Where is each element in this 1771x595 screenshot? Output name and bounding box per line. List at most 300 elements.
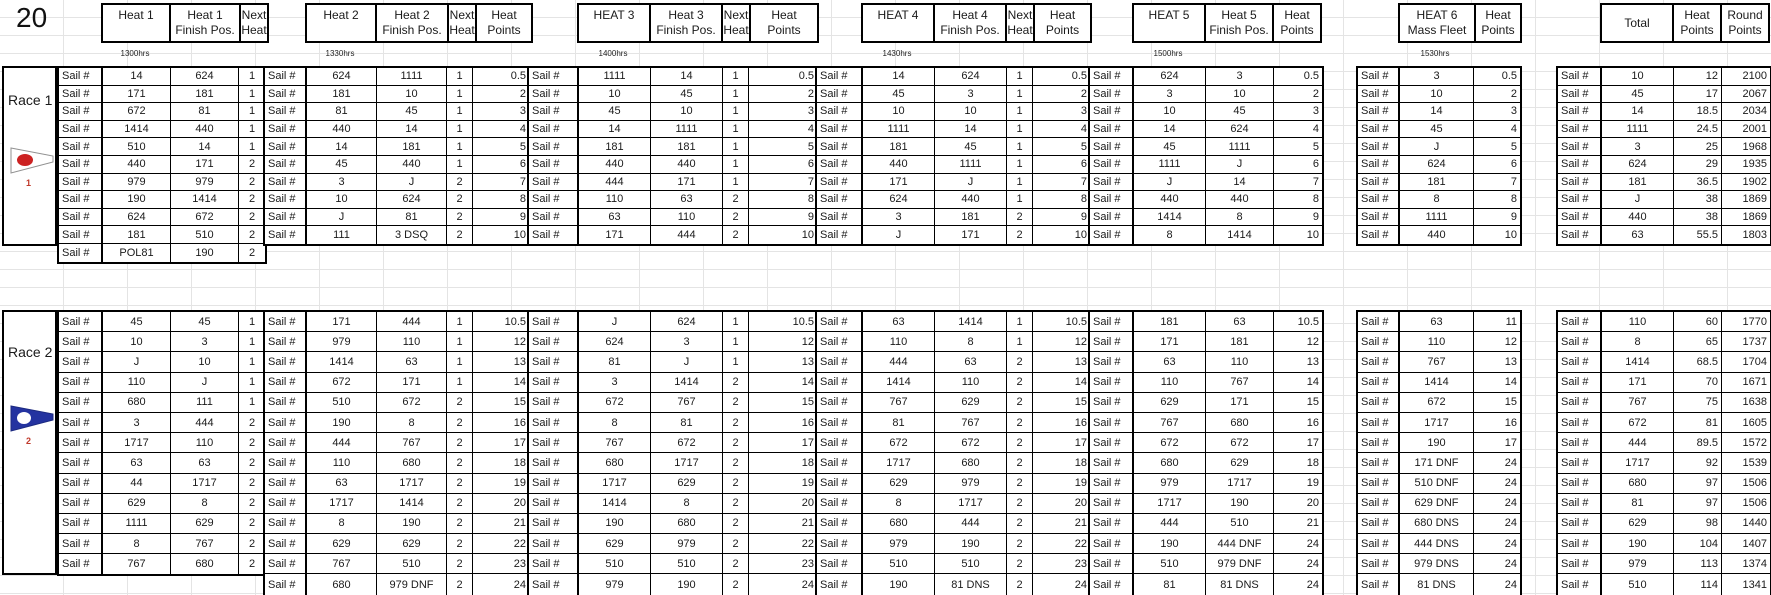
race2-heat2-row4-col4-cell[interactable]: 14 (473, 373, 529, 393)
heat2-title-cell[interactable] (305, 3, 377, 43)
race2-total-row14-col3-cell[interactable]: 1341 (1722, 574, 1770, 594)
race2-heat1-row2-sail-label-cell[interactable]: Sail # (59, 332, 103, 352)
race1-heat1-row1-col1-cell[interactable]: 14 (103, 68, 171, 86)
race1-heat1-row6-col3-cell[interactable]: 2 (239, 156, 265, 174)
race2-heat1-row5-sail-label-cell[interactable]: Sail # (59, 393, 103, 413)
race2-heat1-row9-sail-label-cell[interactable]: Sail # (59, 474, 103, 494)
race1-heat6-row1-col1-cell[interactable]: 3 (1400, 68, 1474, 86)
race1-heat4-row1-col4-cell[interactable]: 0.5 (1033, 68, 1090, 86)
race1-heat5-row8-col1-cell[interactable]: 440 (1134, 191, 1206, 209)
race1-heat6-row6-sail-label-cell[interactable]: Sail # (1358, 156, 1400, 174)
race2-total-row11-col3-cell[interactable]: 1440 (1722, 514, 1770, 534)
race1-heat5-row4-col3-cell[interactable]: 4 (1274, 121, 1322, 139)
race2-heat6-row13-sail-label-cell[interactable]: Sail # (1358, 554, 1400, 574)
race2-heat3-row11-sail-label-cell[interactable]: Sail # (529, 514, 579, 534)
race2-heat2-row14-sail-label-cell[interactable]: Sail # (265, 574, 307, 594)
race2-total-row11-col2-cell[interactable]: 98 (1674, 514, 1722, 534)
race2-total-row6-col3-cell[interactable]: 1605 (1722, 413, 1770, 433)
race2-heat6-row10-col2-cell[interactable]: 24 (1474, 494, 1520, 514)
race1-heat1-row6-sail-label-cell[interactable]: Sail # (59, 156, 103, 174)
race2-heat4-row6-col3-cell[interactable]: 2 (1007, 413, 1033, 433)
race1-heat1-row5-sail-label-cell[interactable]: Sail # (59, 138, 103, 156)
race2-total-row2-col3-cell[interactable]: 1737 (1722, 332, 1770, 352)
race2-heat6-row5-col2-cell[interactable]: 15 (1474, 393, 1520, 413)
race2-heat6-row8-col1-cell[interactable]: 171 DNF (1400, 453, 1474, 473)
race2-heat3-row6-col3-cell[interactable]: 2 (723, 413, 749, 433)
race2-heat5-row9-sail-label-cell[interactable]: Sail # (1090, 474, 1134, 494)
race2-heat1-row1-col1-cell[interactable]: 45 (103, 312, 171, 332)
race2-heat2-row9-col3-cell[interactable]: 2 (447, 474, 473, 494)
race1-heat2-row9-col1-cell[interactable]: J (307, 209, 377, 227)
race1-heat1-row10-col3-cell[interactable]: 2 (239, 226, 265, 244)
race2-heat3-row11-col1-cell[interactable]: 190 (579, 514, 651, 534)
race2-heat4-row14-col1-cell[interactable]: 190 (863, 574, 935, 594)
race2-total-row1-col3-cell[interactable]: 1770 (1722, 312, 1770, 332)
race1-heat5-row2-sail-label-cell[interactable]: Sail # (1090, 86, 1134, 104)
heat4-title-cell[interactable] (861, 3, 935, 43)
race2-heat4-row14-col2-cell[interactable]: 81 DNS (935, 574, 1007, 594)
race2-total-row1-col2-cell[interactable]: 60 (1674, 312, 1722, 332)
race1-heat4-row9-col3-cell[interactable]: 2 (1007, 209, 1033, 227)
race1-heat1-row1-col2-cell[interactable]: 624 (171, 68, 239, 86)
race2-heat1-row6-col1-cell[interactable]: 3 (103, 413, 171, 433)
race2-heat6-row1-col2-cell[interactable]: 11 (1474, 312, 1520, 332)
race1-heat4-row8-col4-cell[interactable]: 8 (1033, 191, 1090, 209)
race1-heat6-row8-col2-cell[interactable]: 8 (1474, 191, 1520, 209)
race2-heat3-row1-col4-cell[interactable]: 10.5 (749, 312, 817, 332)
race1-heat5-row9-col1-cell[interactable]: 1414 (1134, 209, 1206, 227)
race2-total-row3-col1-cell[interactable]: 1414 (1602, 352, 1674, 372)
race1-heat6-row7-sail-label-cell[interactable]: Sail # (1358, 174, 1400, 192)
race2-heat3-row7-sail-label-cell[interactable]: Sail # (529, 433, 579, 453)
race1-heat1-row5-col1-cell[interactable]: 510 (103, 138, 171, 156)
race1-heat1-row9-col3-cell[interactable]: 2 (239, 209, 265, 227)
race2-heat5-row3-col2-cell[interactable]: 110 (1206, 352, 1274, 372)
race2-total-row10-col1-cell[interactable]: 81 (1602, 494, 1674, 514)
race1-heat2-row6-col2-cell[interactable]: 440 (377, 156, 447, 174)
race1-heat2-row4-col4-cell[interactable]: 4 (473, 121, 529, 139)
race2-heat4-row6-col4-cell[interactable]: 16 (1033, 413, 1090, 433)
race2-heat1-row13-sail-label-cell[interactable]: Sail # (59, 554, 103, 574)
race2-heat2-row1-col3-cell[interactable]: 1 (447, 312, 473, 332)
race1-heat5-row4-col1-cell[interactable]: 14 (1134, 121, 1206, 139)
race2-heat4-row11-col3-cell[interactable]: 2 (1007, 514, 1033, 534)
race1-heat5-row9-col2-cell[interactable]: 8 (1206, 209, 1274, 227)
race2-total-row3-col2-cell[interactable]: 68.5 (1674, 352, 1722, 372)
race2-heat1-row8-col1-cell[interactable]: 63 (103, 453, 171, 473)
race1-heat3-row7-col4-cell[interactable]: 7 (749, 174, 817, 192)
race1-heat3-row3-col1-cell[interactable]: 45 (579, 103, 651, 121)
race2-heat5-row8-col1-cell[interactable]: 680 (1134, 453, 1206, 473)
heat3-finish-cell[interactable] (649, 3, 723, 43)
race1-heat4-row10-col4-cell[interactable]: 10 (1033, 226, 1090, 244)
race2-heat2-row10-col1-cell[interactable]: 1717 (307, 494, 377, 514)
race1-heat3-row2-col3-cell[interactable]: 1 (723, 86, 749, 104)
race1-heat5-row9-sail-label-cell[interactable]: Sail # (1090, 209, 1134, 227)
race2-total-row4-sail-label-cell[interactable]: Sail # (1558, 373, 1602, 393)
race1-heat4-row1-col3-cell[interactable]: 1 (1007, 68, 1033, 86)
race2-heat6-row2-col1-cell[interactable]: 110 (1400, 332, 1474, 352)
race1-heat4-row6-col2-cell[interactable]: 1111 (935, 156, 1007, 174)
race2-heat4-row13-col2-cell[interactable]: 510 (935, 554, 1007, 574)
race2-heat2-row8-col3-cell[interactable]: 2 (447, 453, 473, 473)
race2-heat4-row14-sail-label-cell[interactable]: Sail # (817, 574, 863, 594)
race2-total-row8-col3-cell[interactable]: 1539 (1722, 453, 1770, 473)
race1-heat1-row7-sail-label-cell[interactable]: Sail # (59, 174, 103, 192)
race1-heat2-row8-sail-label-cell[interactable]: Sail # (265, 191, 307, 209)
race1-heat3-row5-col2-cell[interactable]: 181 (651, 138, 723, 156)
heat2-finish-cell[interactable] (375, 3, 449, 43)
race1-heat6-row5-col1-cell[interactable]: J (1400, 138, 1474, 156)
race2-heat4-row6-col1-cell[interactable]: 81 (863, 413, 935, 433)
race1-total-row9-col1-cell[interactable]: 440 (1602, 209, 1674, 227)
race1-heat3-row8-sail-label-cell[interactable]: Sail # (529, 191, 579, 209)
race2-heat5-row14-sail-label-cell[interactable]: Sail # (1090, 574, 1134, 594)
race1-heat6-row4-col1-cell[interactable]: 45 (1400, 121, 1474, 139)
race2-heat2-row9-col2-cell[interactable]: 1717 (377, 474, 447, 494)
race1-total-row6-col3-cell[interactable]: 1935 (1722, 156, 1770, 174)
race1-heat2-row8-col4-cell[interactable]: 8 (473, 191, 529, 209)
race1-heat2-row6-col1-cell[interactable]: 45 (307, 156, 377, 174)
race1-total-row9-col2-cell[interactable]: 38 (1674, 209, 1722, 227)
race2-heat5-row9-col2-cell[interactable]: 1717 (1206, 474, 1274, 494)
race1-total-row5-col3-cell[interactable]: 1968 (1722, 138, 1770, 156)
race1-heat1-row3-sail-label-cell[interactable]: Sail # (59, 103, 103, 121)
race1-heat6-row6-col1-cell[interactable]: 624 (1400, 156, 1474, 174)
race1-heat3-row4-col1-cell[interactable]: 14 (579, 121, 651, 139)
race2-heat2-row10-sail-label-cell[interactable]: Sail # (265, 494, 307, 514)
race1-heat5-row8-col3-cell[interactable]: 8 (1274, 191, 1322, 209)
race1-heat5-row10-col3-cell[interactable]: 10 (1274, 226, 1322, 244)
race2-heat4-row6-sail-label-cell[interactable]: Sail # (817, 413, 863, 433)
race2-heat1-row7-col3-cell[interactable]: 2 (239, 433, 265, 453)
race2-heat1-row4-col2-cell[interactable]: J (171, 373, 239, 393)
race1-heat1-row1-sail-label-cell[interactable]: Sail # (59, 68, 103, 86)
race1-heat1-row9-sail-label-cell[interactable]: Sail # (59, 209, 103, 227)
race2-heat2-row14-col2-cell[interactable]: 979 DNF (377, 574, 447, 594)
race2-heat1-row11-col1-cell[interactable]: 1111 (103, 514, 171, 534)
race2-heat3-row7-col2-cell[interactable]: 672 (651, 433, 723, 453)
race1-heat3-row1-col3-cell[interactable]: 1 (723, 68, 749, 86)
race2-heat1-row9-col1-cell[interactable]: 44 (103, 474, 171, 494)
race2-total-row14-col1-cell[interactable]: 510 (1602, 574, 1674, 594)
race1-total-row9-col3-cell[interactable]: 1869 (1722, 209, 1770, 227)
race1-heat1-row8-col2-cell[interactable]: 1414 (171, 191, 239, 209)
race2-heat5-row10-col1-cell[interactable]: 1717 (1134, 494, 1206, 514)
race1-heat3-row9-col2-cell[interactable]: 110 (651, 209, 723, 227)
race1-heat3-row7-col1-cell[interactable]: 444 (579, 174, 651, 192)
race2-heat1-row3-col1-cell[interactable]: J (103, 352, 171, 372)
race2-heat3-row4-col1-cell[interactable]: 3 (579, 373, 651, 393)
race1-heat3-row2-col4-cell[interactable]: 2 (749, 86, 817, 104)
race2-heat3-row6-col1-cell[interactable]: 8 (579, 413, 651, 433)
race2-heat4-row7-col3-cell[interactable]: 2 (1007, 433, 1033, 453)
race1-total-row8-col3-cell[interactable]: 1869 (1722, 191, 1770, 209)
race2-heat2-row2-sail-label-cell[interactable]: Sail # (265, 332, 307, 352)
race1-total-row2-col1-cell[interactable]: 45 (1602, 86, 1674, 104)
race2-heat1-row8-col3-cell[interactable]: 2 (239, 453, 265, 473)
race2-total-row7-col1-cell[interactable]: 444 (1602, 433, 1674, 453)
race1-heat4-row7-col1-cell[interactable]: 171 (863, 174, 935, 192)
race2-heat3-row5-col1-cell[interactable]: 672 (579, 393, 651, 413)
race2-heat2-row2-col1-cell[interactable]: 979 (307, 332, 377, 352)
race2-heat3-row9-col3-cell[interactable]: 2 (723, 474, 749, 494)
race1-heat6-row9-sail-label-cell[interactable]: Sail # (1358, 209, 1400, 227)
race1-heat5-row8-sail-label-cell[interactable]: Sail # (1090, 191, 1134, 209)
race2-heat2-row5-col2-cell[interactable]: 672 (377, 393, 447, 413)
race2-total-row5-sail-label-cell[interactable]: Sail # (1558, 393, 1602, 413)
race2-heat3-row4-col4-cell[interactable]: 14 (749, 373, 817, 393)
heat3-points-cell[interactable] (749, 3, 819, 43)
race1-heat3-row7-sail-label-cell[interactable]: Sail # (529, 174, 579, 192)
race1-total-row2-col3-cell[interactable]: 2067 (1722, 86, 1770, 104)
race1-heat1-row3-col2-cell[interactable]: 81 (171, 103, 239, 121)
race2-heat5-row5-col3-cell[interactable]: 15 (1274, 393, 1322, 413)
race1-heat3-row10-col3-cell[interactable]: 2 (723, 226, 749, 244)
race2-total-row13-col1-cell[interactable]: 979 (1602, 554, 1674, 574)
race2-heat5-row6-col2-cell[interactable]: 680 (1206, 413, 1274, 433)
race2-heat3-row10-col2-cell[interactable]: 8 (651, 494, 723, 514)
race2-heat1-row10-sail-label-cell[interactable]: Sail # (59, 494, 103, 514)
race2-heat1-row4-sail-label-cell[interactable]: Sail # (59, 373, 103, 393)
race1-heat3-row8-col1-cell[interactable]: 110 (579, 191, 651, 209)
race2-total-row13-sail-label-cell[interactable]: Sail # (1558, 554, 1602, 574)
race2-heat3-row2-col3-cell[interactable]: 1 (723, 332, 749, 352)
race2-heat5-row8-sail-label-cell[interactable]: Sail # (1090, 453, 1134, 473)
race2-heat4-row10-col4-cell[interactable]: 20 (1033, 494, 1090, 514)
race2-heat5-row14-col1-cell[interactable]: 81 (1134, 574, 1206, 594)
race2-heat4-row11-col2-cell[interactable]: 444 (935, 514, 1007, 534)
race2-heat6-row4-col2-cell[interactable]: 14 (1474, 373, 1520, 393)
race2-heat6-row9-col1-cell[interactable]: 510 DNF (1400, 474, 1474, 494)
race1-heat4-row7-col4-cell[interactable]: 7 (1033, 174, 1090, 192)
race2-heat2-row12-col2-cell[interactable]: 629 (377, 534, 447, 554)
race2-heat5-row6-sail-label-cell[interactable]: Sail # (1090, 413, 1134, 433)
race1-heat5-row1-col2-cell[interactable]: 3 (1206, 68, 1274, 86)
race2-heat2-row5-col1-cell[interactable]: 510 (307, 393, 377, 413)
race2-heat3-row14-col1-cell[interactable]: 979 (579, 574, 651, 594)
race2-heat3-row5-col2-cell[interactable]: 767 (651, 393, 723, 413)
race2-total-row11-col1-cell[interactable]: 629 (1602, 514, 1674, 534)
race2-heat3-row10-col3-cell[interactable]: 2 (723, 494, 749, 514)
race1-heat3-row5-col4-cell[interactable]: 5 (749, 138, 817, 156)
race1-heat3-row2-sail-label-cell[interactable]: Sail # (529, 86, 579, 104)
race1-heat3-row4-col2-cell[interactable]: 1111 (651, 121, 723, 139)
race2-heat6-row4-col1-cell[interactable]: 1414 (1400, 373, 1474, 393)
race1-heat4-row6-sail-label-cell[interactable]: Sail # (817, 156, 863, 174)
race2-heat2-row4-col2-cell[interactable]: 171 (377, 373, 447, 393)
race1-heat6-row2-col2-cell[interactable]: 2 (1474, 86, 1520, 104)
race2-heat1-row7-col2-cell[interactable]: 110 (171, 433, 239, 453)
race1-heat3-row4-col4-cell[interactable]: 4 (749, 121, 817, 139)
heat2-points-cell[interactable] (475, 3, 533, 43)
race2-heat2-row7-col3-cell[interactable]: 2 (447, 433, 473, 453)
race1-heat4-row10-col2-cell[interactable]: 171 (935, 226, 1007, 244)
race1-total-row6-sail-label-cell[interactable]: Sail # (1558, 156, 1602, 174)
race2-heat5-row12-sail-label-cell[interactable]: Sail # (1090, 534, 1134, 554)
race2-heat2-row12-col1-cell[interactable]: 629 (307, 534, 377, 554)
race1-total-row1-col1-cell[interactable]: 10 (1602, 68, 1674, 86)
race2-heat4-row8-sail-label-cell[interactable]: Sail # (817, 453, 863, 473)
race1-heat1-row2-col1-cell[interactable]: 171 (103, 86, 171, 104)
race2-heat3-row3-col3-cell[interactable]: 1 (723, 352, 749, 372)
race1-heat5-row10-sail-label-cell[interactable]: Sail # (1090, 226, 1134, 244)
race1-heat2-row4-sail-label-cell[interactable]: Sail # (265, 121, 307, 139)
race2-heat6-row13-col2-cell[interactable]: 24 (1474, 554, 1520, 574)
race1-heat4-row9-sail-label-cell[interactable]: Sail # (817, 209, 863, 227)
race2-heat6-row13-col1-cell[interactable]: 979 DNS (1400, 554, 1474, 574)
race2-heat2-row14-col1-cell[interactable]: 680 (307, 574, 377, 594)
race2-heat2-row10-col4-cell[interactable]: 20 (473, 494, 529, 514)
race2-total-row1-col1-cell[interactable]: 110 (1602, 312, 1674, 332)
race2-heat6-row1-col1-cell[interactable]: 63 (1400, 312, 1474, 332)
race2-heat2-row3-col4-cell[interactable]: 13 (473, 352, 529, 372)
race2-heat1-row6-col3-cell[interactable]: 2 (239, 413, 265, 433)
race2-heat5-row6-col1-cell[interactable]: 767 (1134, 413, 1206, 433)
race2-heat1-row3-col3-cell[interactable]: 1 (239, 352, 265, 372)
race2-total-row4-col1-cell[interactable]: 171 (1602, 373, 1674, 393)
race1-heat2-row1-col1-cell[interactable]: 624 (307, 68, 377, 86)
race2-heat1-row12-col2-cell[interactable]: 767 (171, 534, 239, 554)
race1-label[interactable]: Race 1 (8, 92, 53, 108)
race1-heat4-row3-sail-label-cell[interactable]: Sail # (817, 103, 863, 121)
race2-heat4-row9-col1-cell[interactable]: 629 (863, 474, 935, 494)
race2-heat2-row6-sail-label-cell[interactable]: Sail # (265, 413, 307, 433)
race1-heat4-row7-sail-label-cell[interactable]: Sail # (817, 174, 863, 192)
race2-heat2-row4-col3-cell[interactable]: 1 (447, 373, 473, 393)
heat4-points-cell[interactable] (1033, 3, 1092, 43)
race2-total-row5-col3-cell[interactable]: 1638 (1722, 393, 1770, 413)
race2-heat2-row3-col2-cell[interactable]: 63 (377, 352, 447, 372)
race2-heat1-row3-col2-cell[interactable]: 10 (171, 352, 239, 372)
race2-heat1-row10-col2-cell[interactable]: 8 (171, 494, 239, 514)
race1-total-row5-sail-label-cell[interactable]: Sail # (1558, 138, 1602, 156)
race1-heat5-row4-sail-label-cell[interactable]: Sail # (1090, 121, 1134, 139)
race2-heat5-row11-col2-cell[interactable]: 510 (1206, 514, 1274, 534)
race1-heat1-row11-col3-cell[interactable]: 2 (239, 244, 265, 262)
race1-heat3-row6-col3-cell[interactable]: 1 (723, 156, 749, 174)
race1-heat3-row4-col3-cell[interactable]: 1 (723, 121, 749, 139)
race2-total-row12-col1-cell[interactable]: 190 (1602, 534, 1674, 554)
race1-heat2-row10-col3-cell[interactable]: 2 (447, 226, 473, 244)
race1-heat5-row10-col2-cell[interactable]: 1414 (1206, 226, 1274, 244)
race2-total-row6-sail-label-cell[interactable]: Sail # (1558, 413, 1602, 433)
race2-heat4-row5-col4-cell[interactable]: 15 (1033, 393, 1090, 413)
race2-heat5-row3-sail-label-cell[interactable]: Sail # (1090, 352, 1134, 372)
heat3-title-cell[interactable] (577, 3, 651, 43)
race1-heat2-row2-col3-cell[interactable]: 1 (447, 86, 473, 104)
race2-heat4-row13-sail-label-cell[interactable]: Sail # (817, 554, 863, 574)
race1-heat3-row5-col3-cell[interactable]: 1 (723, 138, 749, 156)
race1-total-row10-col2-cell[interactable]: 55.5 (1674, 226, 1722, 244)
race2-heat6-row12-col1-cell[interactable]: 444 DNS (1400, 534, 1474, 554)
race2-heat3-row2-sail-label-cell[interactable]: Sail # (529, 332, 579, 352)
race2-total-row11-sail-label-cell[interactable]: Sail # (1558, 514, 1602, 534)
race1-heat4-row9-col2-cell[interactable]: 181 (935, 209, 1007, 227)
heat5-finish-cell[interactable] (1204, 3, 1274, 43)
race1-heat4-row3-col3-cell[interactable]: 1 (1007, 103, 1033, 121)
race1-heat1-row5-col3-cell[interactable]: 1 (239, 138, 265, 156)
race2-heat5-row2-col3-cell[interactable]: 12 (1274, 332, 1322, 352)
race1-heat4-row5-col1-cell[interactable]: 181 (863, 138, 935, 156)
race1-heat4-row5-col4-cell[interactable]: 5 (1033, 138, 1090, 156)
race2-heat3-row3-col2-cell[interactable]: J (651, 352, 723, 372)
race2-heat2-row8-col1-cell[interactable]: 110 (307, 453, 377, 473)
race1-heat4-row4-col4-cell[interactable]: 4 (1033, 121, 1090, 139)
race2-heat2-row10-col2-cell[interactable]: 1414 (377, 494, 447, 514)
race2-heat2-row3-sail-label-cell[interactable]: Sail # (265, 352, 307, 372)
race1-total-row3-col3-cell[interactable]: 2034 (1722, 103, 1770, 121)
race1-heat2-row3-col4-cell[interactable]: 3 (473, 103, 529, 121)
race1-total-row1-sail-label-cell[interactable]: Sail # (1558, 68, 1602, 86)
race2-heat2-row13-sail-label-cell[interactable]: Sail # (265, 554, 307, 574)
race2-heat6-row7-sail-label-cell[interactable]: Sail # (1358, 433, 1400, 453)
race1-heat3-row6-sail-label-cell[interactable]: Sail # (529, 156, 579, 174)
race1-heat6-row1-sail-label-cell[interactable]: Sail # (1358, 68, 1400, 86)
race1-total-row5-col1-cell[interactable]: 3 (1602, 138, 1674, 156)
race1-heat3-row6-col4-cell[interactable]: 6 (749, 156, 817, 174)
race2-heat3-row6-sail-label-cell[interactable]: Sail # (529, 413, 579, 433)
race1-heat1-row11-col1-cell[interactable]: POL81 (103, 244, 171, 262)
heat2-next-cell[interactable] (447, 3, 477, 43)
race1-heat6-row9-col1-cell[interactable]: 1111 (1400, 209, 1474, 227)
race2-heat3-row12-sail-label-cell[interactable]: Sail # (529, 534, 579, 554)
heat5-title-cell[interactable] (1132, 3, 1206, 43)
race1-heat1-row1-col3-cell[interactable]: 1 (239, 68, 265, 86)
race2-heat3-row6-col4-cell[interactable]: 16 (749, 413, 817, 433)
race2-heat1-row2-col3-cell[interactable]: 1 (239, 332, 265, 352)
race2-heat5-row11-sail-label-cell[interactable]: Sail # (1090, 514, 1134, 534)
race2-heat2-row14-col4-cell[interactable]: 24 (473, 574, 529, 594)
race1-heat1-row3-col1-cell[interactable]: 672 (103, 103, 171, 121)
race2-heat4-row12-col3-cell[interactable]: 2 (1007, 534, 1033, 554)
race2-heat5-row13-col1-cell[interactable]: 510 (1134, 554, 1206, 574)
race2-heat4-row12-col2-cell[interactable]: 190 (935, 534, 1007, 554)
race1-heat3-row4-sail-label-cell[interactable]: Sail # (529, 121, 579, 139)
race1-heat2-row9-col3-cell[interactable]: 2 (447, 209, 473, 227)
race1-total-row6-col2-cell[interactable]: 29 (1674, 156, 1722, 174)
race2-heat6-row12-sail-label-cell[interactable]: Sail # (1358, 534, 1400, 554)
race1-total-row4-col3-cell[interactable]: 2001 (1722, 121, 1770, 139)
race1-heat3-row8-col4-cell[interactable]: 8 (749, 191, 817, 209)
race2-heat3-row9-col1-cell[interactable]: 1717 (579, 474, 651, 494)
race2-heat5-row11-col3-cell[interactable]: 21 (1274, 514, 1322, 534)
race2-heat5-row2-col2-cell[interactable]: 181 (1206, 332, 1274, 352)
race1-heat2-row5-col4-cell[interactable]: 5 (473, 138, 529, 156)
race1-heat2-row1-col3-cell[interactable]: 1 (447, 68, 473, 86)
race2-heat3-row11-col2-cell[interactable]: 680 (651, 514, 723, 534)
race1-heat3-row2-col2-cell[interactable]: 45 (651, 86, 723, 104)
race1-heat1-row3-col3-cell[interactable]: 1 (239, 103, 265, 121)
race2-heat3-row11-col4-cell[interactable]: 21 (749, 514, 817, 534)
race2-heat2-row1-sail-label-cell[interactable]: Sail # (265, 312, 307, 332)
heat1-finish-cell[interactable] (169, 3, 241, 43)
race2-heat5-row13-col3-cell[interactable]: 24 (1274, 554, 1322, 574)
race1-heat2-row2-col4-cell[interactable]: 2 (473, 86, 529, 104)
race2-heat4-row9-col3-cell[interactable]: 2 (1007, 474, 1033, 494)
race2-heat2-row5-sail-label-cell[interactable]: Sail # (265, 393, 307, 413)
race2-heat3-row14-col4-cell[interactable]: 24 (749, 574, 817, 594)
race2-heat5-row5-col1-cell[interactable]: 629 (1134, 393, 1206, 413)
race1-heat4-row4-sail-label-cell[interactable]: Sail # (817, 121, 863, 139)
race2-total-row12-col2-cell[interactable]: 104 (1674, 534, 1722, 554)
race2-heat6-row3-sail-label-cell[interactable]: Sail # (1358, 352, 1400, 372)
race2-heat5-row11-col1-cell[interactable]: 444 (1134, 514, 1206, 534)
race1-heat4-row6-col4-cell[interactable]: 6 (1033, 156, 1090, 174)
race2-heat6-row14-col1-cell[interactable]: 81 DNS (1400, 574, 1474, 594)
race1-heat2-row10-col2-cell[interactable]: 3 DSQ (377, 226, 447, 244)
race2-heat4-row1-col1-cell[interactable]: 63 (863, 312, 935, 332)
